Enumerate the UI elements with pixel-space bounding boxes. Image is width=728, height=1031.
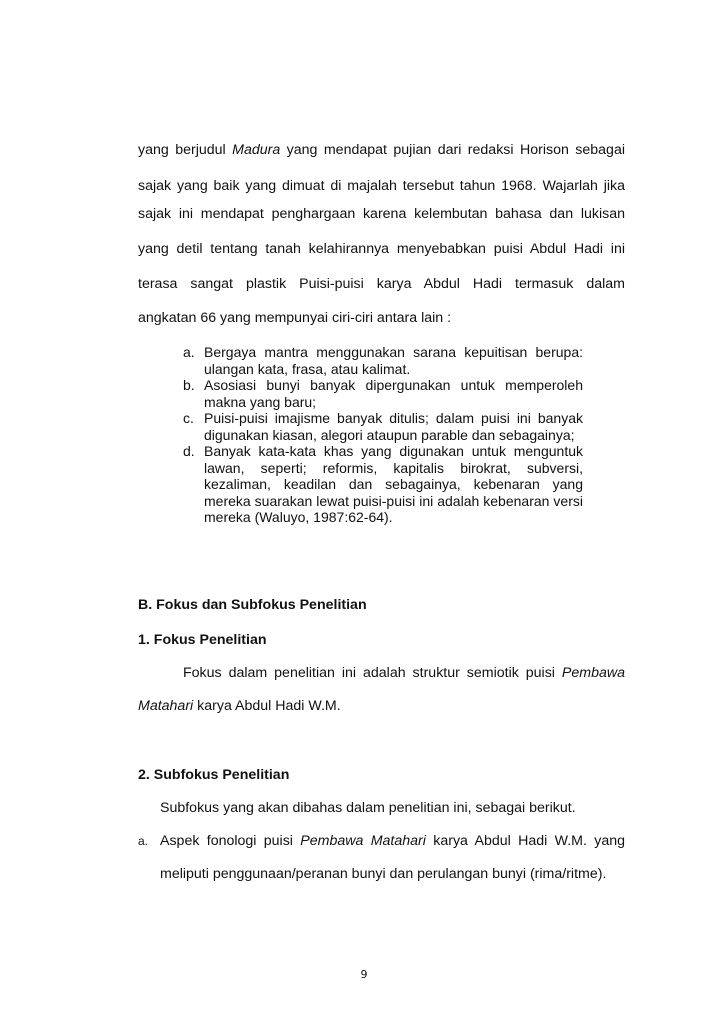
subfokus-heading: 2. Subfokus Penelitian bbox=[138, 767, 290, 783]
list-marker: d. bbox=[183, 443, 195, 459]
subfokus-item-line-1: Aspek fonologi puisi Pembawa Matahari karya Abdul Hadi W.M. yang bbox=[160, 833, 625, 849]
criteria-list bbox=[183, 344, 583, 526]
list-item-text: Asosiasi bunyi banyak dipergunakan untuk memperoleh makna yang baru; bbox=[204, 377, 583, 410]
subfokus-intro: Subfokus yang akan dibahas dalam penelitian ini, sebagai berikut. bbox=[160, 800, 576, 816]
list-marker: a. bbox=[183, 344, 195, 360]
body-line-1: yang berjudul Madura yang mendapat pujian dari redaksi Horison sebagai bbox=[138, 142, 625, 158]
list-item-text: Puisi-puisi imajisme banyak ditulis; dalam puisi ini banyak digunakan kiasan, alegori ataupun parable dan sebagainya; bbox=[204, 410, 583, 443]
body-line-3: sajak ini mendapat penghargaan karena kelembutan bahasa dan lukisan bbox=[138, 206, 625, 222]
list-item-text: Bergaya mantra menggunakan sarana kepuitisan berupa: ulangan kata, frasa, atau kalimat. bbox=[204, 344, 583, 377]
list-item bbox=[183, 344, 583, 377]
fokus-line-1: Fokus dalam penelitian ini adalah struktur semiotik puisi Pembawa bbox=[183, 665, 625, 681]
list-item bbox=[183, 443, 583, 526]
list-item-text: Banyak kata-kata khas yang digunakan untuk menguntuk lawan, seperti; reformis, kapitalis birokrat, subversi, kezaliman, keadilan dan sebagainya, kebenaran yang mereka suarakan lewat puisi-puisi ini adalah kebenaran versi mereka (Waluyo, 1987:62-64). bbox=[204, 443, 583, 525]
subfokus-item-marker: a. bbox=[138, 834, 149, 848]
page-number: 9 bbox=[360, 968, 368, 981]
list-marker: b. bbox=[183, 377, 195, 393]
body-line-4: yang detil tentang tanah kelahirannya menyebabkan puisi Abdul Hadi ini bbox=[138, 241, 625, 257]
list-item bbox=[183, 410, 583, 443]
fokus-line-2: Matahari karya Abdul Hadi W.M. bbox=[138, 698, 341, 714]
section-b-heading: B. Fokus dan Subfokus Penelitian bbox=[138, 597, 367, 613]
body-line-5: terasa sangat plastik Puisi-puisi karya Abdul Hadi termasuk dalam bbox=[138, 276, 625, 292]
list-marker: c. bbox=[183, 410, 194, 426]
fokus-heading: 1. Fokus Penelitian bbox=[138, 632, 267, 648]
body-line-6: angkatan 66 yang mempunyai ciri-ciri antara lain : bbox=[138, 310, 452, 326]
subfokus-item-line-2: meliputi penggunaan/peranan bunyi dan perulangan bunyi (rima/ritme). bbox=[160, 866, 607, 882]
body-line-2: sajak yang baik yang dimuat di majalah tersebut tahun 1968. Wajarlah jika bbox=[138, 178, 625, 194]
list-item bbox=[183, 377, 583, 410]
